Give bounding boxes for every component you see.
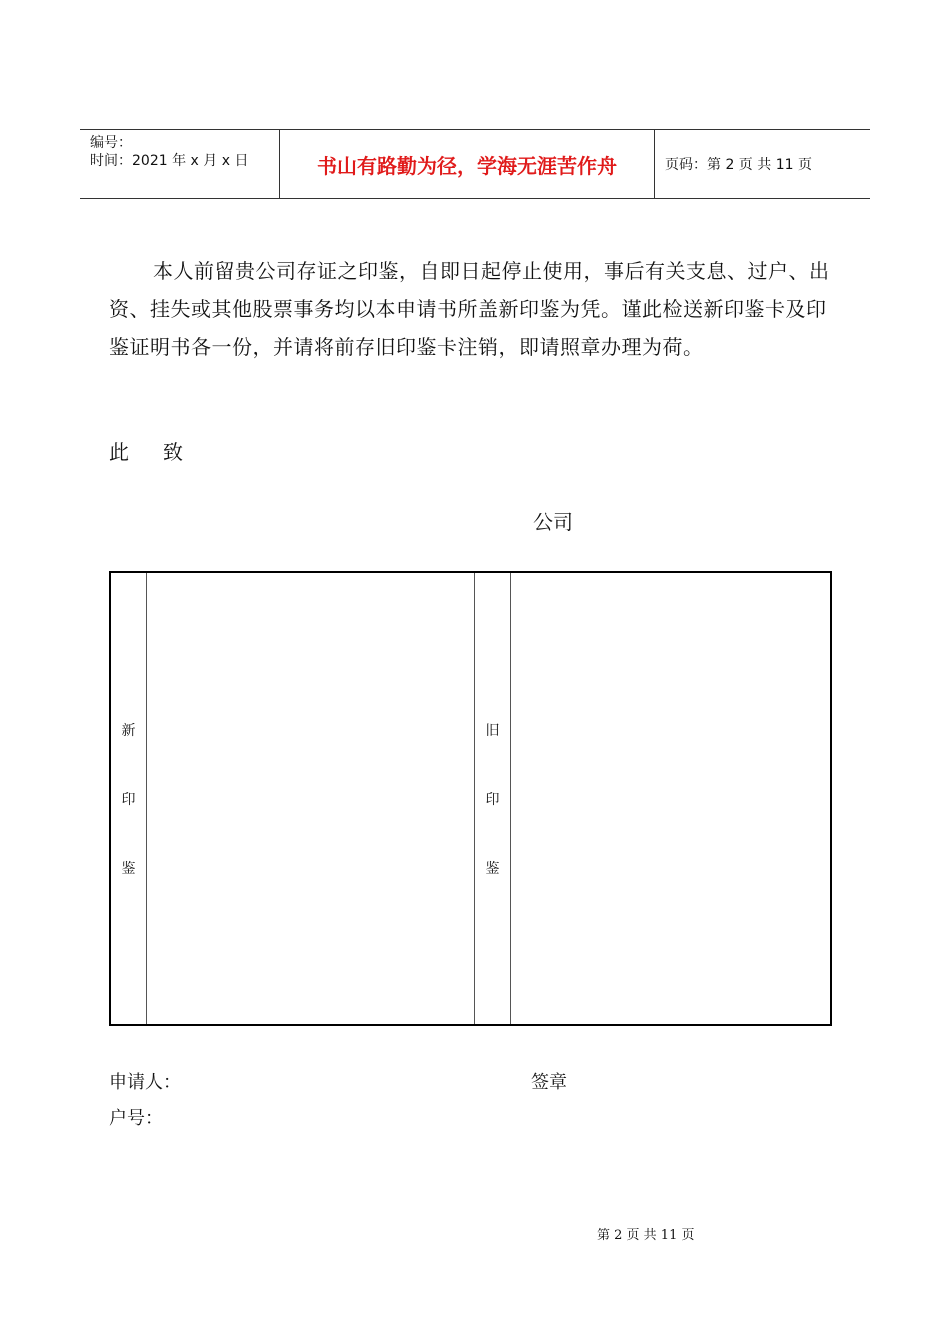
company-label: 公司 xyxy=(533,510,573,534)
header-page-info: 页码：第 2 页 共 11 页 xyxy=(665,157,812,173)
number-label: 编号： xyxy=(90,135,132,151)
header-table xyxy=(80,129,870,199)
stamp-label: 签章 xyxy=(531,1072,567,1093)
old-seal-char-3: 鉴 xyxy=(485,861,500,877)
closing-text: 此致 xyxy=(109,440,217,464)
account-label: 户号： xyxy=(109,1108,163,1129)
old-seal-label xyxy=(475,573,511,1024)
header-motto: 书山有路勤为径，学海无涯苦作舟 xyxy=(280,130,655,198)
new-seal-box xyxy=(147,573,475,1024)
footer-page-number: 第 2 页 共 11 页 xyxy=(597,1228,695,1243)
old-seal-char-2: 印 xyxy=(485,792,500,808)
header-meta xyxy=(80,130,280,198)
old-seal-box xyxy=(511,573,830,1024)
old-seal-char-1: 旧 xyxy=(485,723,500,739)
time-label: 时间：2021 年 x 月 x 日 xyxy=(90,153,249,169)
new-seal-char-2: 印 xyxy=(121,792,136,808)
applicant-label: 申请人： xyxy=(109,1072,181,1093)
new-seal-char-1: 新 xyxy=(121,723,136,739)
body-paragraph: 本人前留贵公司存证之印鉴，自即日起停止使用，事后有关支息、过户、出资、挂失或其他股票事务均以本申请书所盖新印鉴为凭。谨此检送新印鉴卡及印鉴证明书各一份，并请将前存旧印鉴卡注销，即请照章办理为荷。 xyxy=(109,259,830,359)
seal-table xyxy=(109,571,832,1026)
new-seal-char-3: 鉴 xyxy=(121,861,136,877)
new-seal-label xyxy=(111,573,147,1024)
